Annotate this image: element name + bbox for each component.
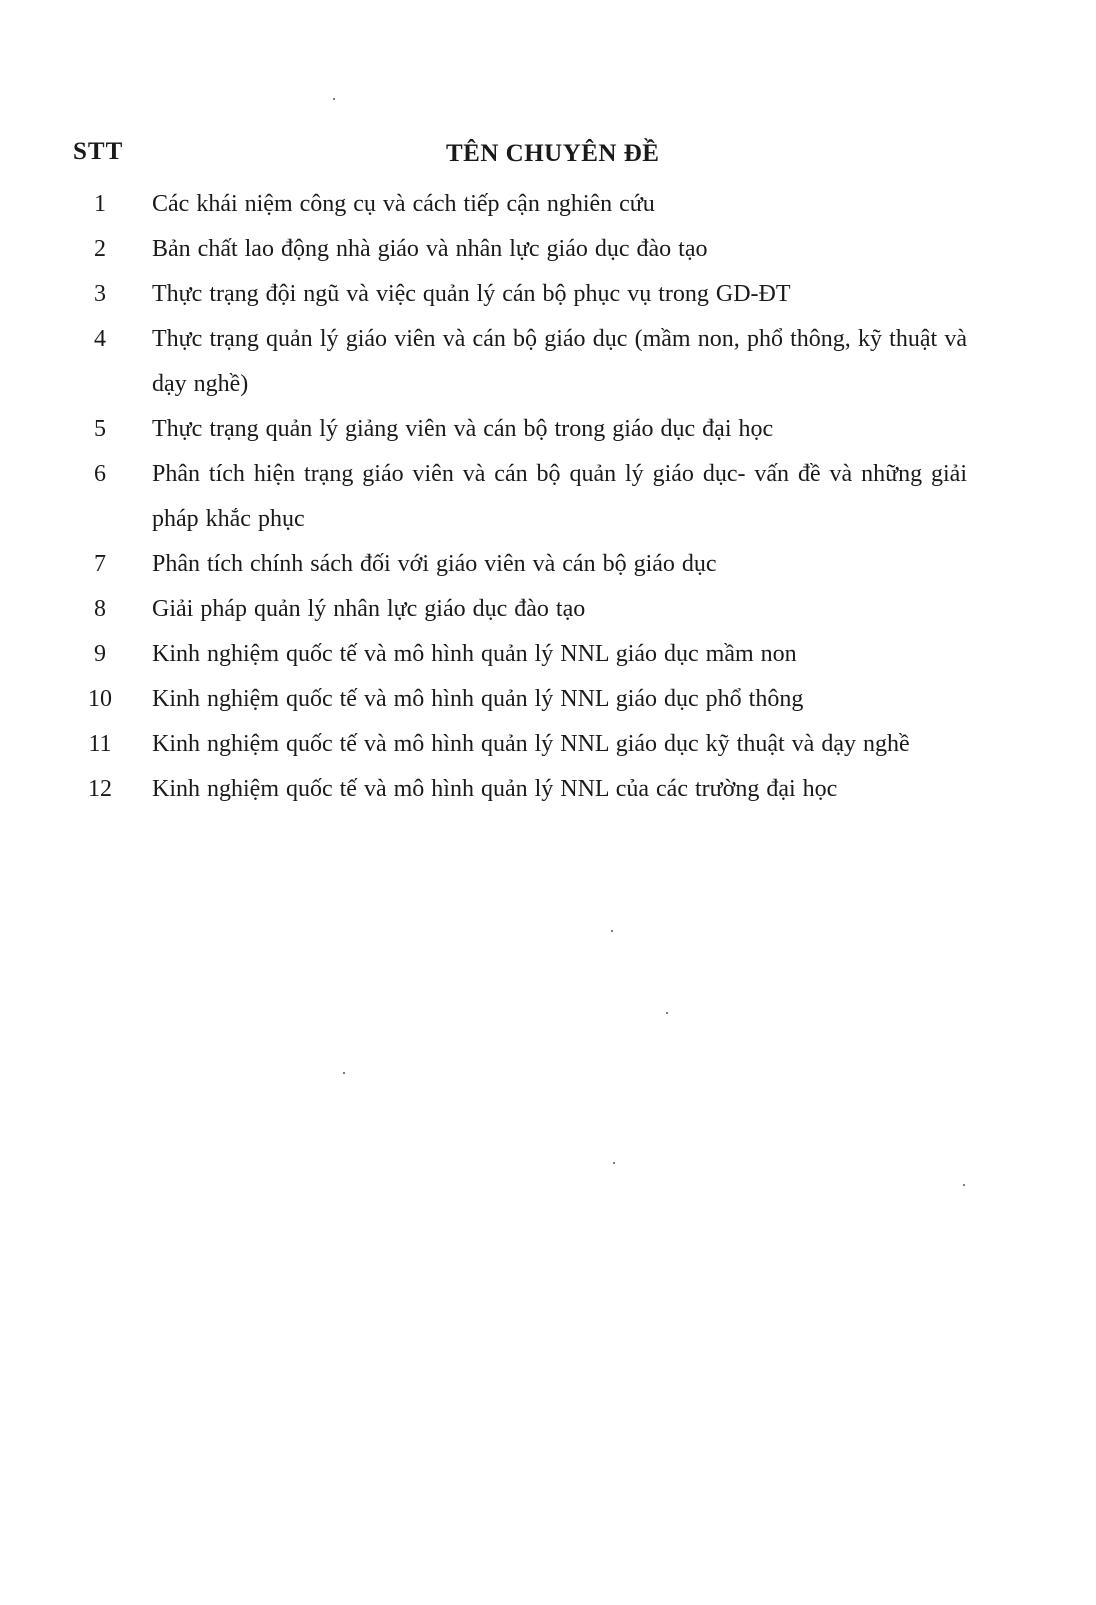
topic-number: 12 xyxy=(88,776,112,802)
topic-number: 9 xyxy=(94,641,106,667)
topic-number: 11 xyxy=(88,731,112,757)
list-item xyxy=(0,182,1096,227)
topic-number: 8 xyxy=(94,596,106,622)
topic-title: Thực trạng quản lý giảng viên và cán bộ trong giáo dục đại học xyxy=(152,416,774,442)
topic-title: Thực trạng quản lý giáo viên và cán bộ giáo dục (mầm non, phổ thông, kỹ thuật và dạy nghề) xyxy=(152,326,967,397)
topic-title: Các khái niệm công cụ và cách tiếp cận nghiên cứu xyxy=(152,191,655,217)
topic-column-header: TÊN CHUYÊN ĐỀ xyxy=(446,140,660,167)
topic-number: 10 xyxy=(88,686,112,712)
topic-number: 5 xyxy=(94,416,106,442)
list-item xyxy=(0,452,1096,542)
list-item xyxy=(0,767,1096,812)
stt-column-header: STT xyxy=(73,138,124,165)
topic-number: 1 xyxy=(94,191,106,217)
list-item xyxy=(0,272,1096,317)
topic-title: Kinh nghiệm quốc tế và mô hình quản lý NNL giáo dục phổ thông xyxy=(152,686,804,712)
list-item xyxy=(0,227,1096,272)
topic-number: 4 xyxy=(94,326,106,352)
scan-speck xyxy=(963,1184,965,1186)
topic-title: Kinh nghiệm quốc tế và mô hình quản lý NNL giáo dục mầm non xyxy=(152,641,797,667)
list-item xyxy=(0,722,1096,767)
topic-title: Phân tích chính sách đối với giáo viên và cán bộ giáo dục xyxy=(152,551,717,577)
list-item xyxy=(0,317,1096,407)
topic-title: Kinh nghiệm quốc tế và mô hình quản lý NNL giáo dục kỹ thuật và dạy nghề xyxy=(152,731,910,757)
list-item xyxy=(0,542,1096,587)
topic-title: Thực trạng đội ngũ và việc quản lý cán bộ phục vụ trong GD-ĐT xyxy=(152,281,791,307)
topic-title: Bản chất lao động nhà giáo và nhân lực giáo dục đào tạo xyxy=(152,236,708,262)
topic-number: 7 xyxy=(94,551,106,577)
topic-title: Kinh nghiệm quốc tế và mô hình quản lý NNL của các trường đại học xyxy=(152,776,838,802)
list-item xyxy=(0,407,1096,452)
topic-title: Giải pháp quản lý nhân lực giáo dục đào tạo xyxy=(152,596,586,622)
list-item xyxy=(0,587,1096,632)
scan-speck xyxy=(611,930,613,932)
scan-speck xyxy=(666,1012,668,1014)
topic-title: Phân tích hiện trạng giáo viên và cán bộ quản lý giáo dục- vấn đề và những giải pháp khắc phục xyxy=(152,461,967,532)
scan-speck xyxy=(343,1072,345,1074)
scan-speck xyxy=(613,1162,615,1164)
topic-number: 6 xyxy=(94,461,106,487)
topic-list xyxy=(0,182,1096,812)
scan-speck xyxy=(333,98,335,100)
list-item xyxy=(0,677,1096,722)
topic-number: 2 xyxy=(94,236,106,262)
list-item xyxy=(0,632,1096,677)
topic-number: 3 xyxy=(94,281,106,307)
